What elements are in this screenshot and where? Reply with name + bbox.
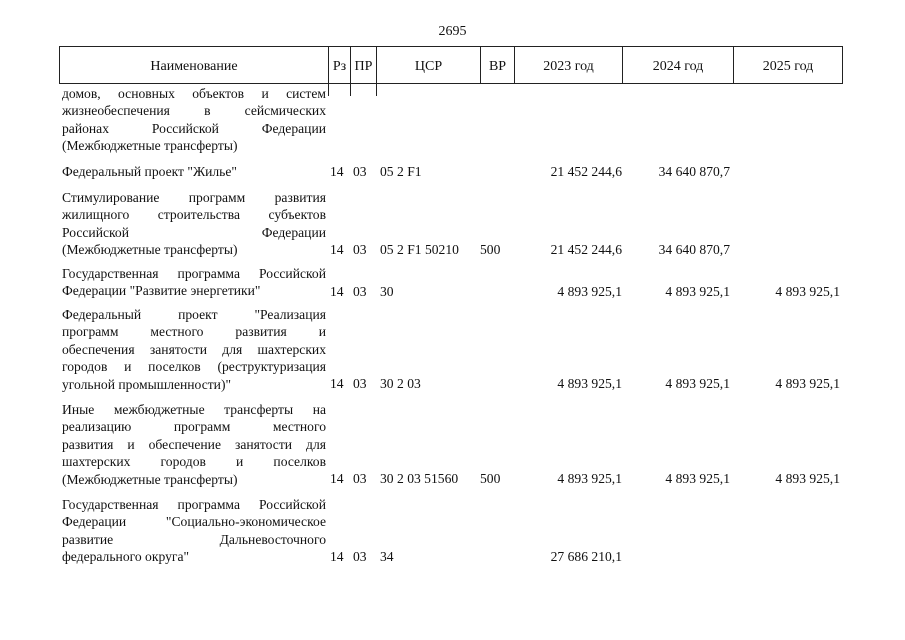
row-name: Федеральный проект "Жилье" xyxy=(62,164,237,179)
page-number: 2695 xyxy=(438,24,467,39)
row-name: Федеральный проект "Реализация программ местного развития и обеспечения занятости для шахтерских городов и поселков (реструктуризация угольной промышленности)" xyxy=(62,307,326,392)
cell-csr: 30 2 03 51560 xyxy=(380,471,459,486)
header-name: Наименование xyxy=(59,47,328,83)
cell-2023: 21 452 244,6 xyxy=(550,242,622,257)
table-header xyxy=(59,46,843,84)
cell-pr: 03 xyxy=(353,549,367,564)
cell-2024: 4 893 925,1 xyxy=(665,376,730,391)
cell-rz: 14 xyxy=(330,549,344,564)
cell-rz: 14 xyxy=(330,284,344,299)
column-divider xyxy=(328,84,329,96)
cell-csr: 05 2 F1 xyxy=(380,164,422,179)
row-name: Иные межбюджетные трансферты на реализацию программ местного развития и обеспечение занятости для шахтерских городов и поселков (Межбюджетные трансферты) xyxy=(62,402,326,487)
header-vr: ВР xyxy=(480,47,514,83)
cell-csr: 05 2 F1 50210 xyxy=(380,242,459,257)
cell-2025: 4 893 925,1 xyxy=(775,471,840,486)
cell-rz: 14 xyxy=(330,376,344,391)
cell-2024: 4 893 925,1 xyxy=(665,471,730,486)
row-name: Государственная программа Российской Федерации "Социально-экономическое развитие Дальневосточного федерального округа" xyxy=(62,497,326,565)
cell-pr: 03 xyxy=(353,376,367,391)
cell-2023: 27 686 210,1 xyxy=(550,549,622,564)
cell-2023: 21 452 244,6 xyxy=(550,164,622,179)
cell-pr: 03 xyxy=(353,164,367,179)
row-name: домов, основных объектов и систем жизнеобеспечения в сейсмических районах Российской Федерации (Межбюджетные трансферты) xyxy=(62,86,326,154)
cell-2024: 4 893 925,1 xyxy=(665,284,730,299)
row-name: Государственная программа Российской Федерации "Развитие энергетики" xyxy=(62,266,326,299)
cell-2023: 4 893 925,1 xyxy=(557,376,622,391)
cell-2024: 34 640 870,7 xyxy=(658,242,730,257)
column-divider xyxy=(350,84,351,96)
cell-vr: 500 xyxy=(480,242,501,257)
cell-2023: 4 893 925,1 xyxy=(557,284,622,299)
cell-2025: 4 893 925,1 xyxy=(775,284,840,299)
header-pr: ПР xyxy=(350,47,376,83)
cell-pr: 03 xyxy=(353,284,367,299)
header-rz: Рз xyxy=(328,47,350,83)
cell-pr: 03 xyxy=(353,471,367,486)
header-2025: 2025 год xyxy=(733,47,843,83)
cell-csr: 30 2 03 xyxy=(380,376,421,391)
cell-rz: 14 xyxy=(330,164,344,179)
column-divider xyxy=(376,84,377,96)
cell-vr: 500 xyxy=(480,471,501,486)
cell-2025: 4 893 925,1 xyxy=(775,376,840,391)
row-name: Стимулирование программ развития жилищного строительства субъектов Российской Федерации (Межбюджетные трансферты) xyxy=(62,190,326,258)
cell-rz: 14 xyxy=(330,471,344,486)
header-2024: 2024 год xyxy=(622,47,733,83)
cell-2023: 4 893 925,1 xyxy=(557,471,622,486)
cell-csr: 30 xyxy=(380,284,394,299)
cell-pr: 03 xyxy=(353,242,367,257)
header-csr: ЦСР xyxy=(376,47,480,83)
cell-rz: 14 xyxy=(330,242,344,257)
cell-2024: 34 640 870,7 xyxy=(658,164,730,179)
header-2023: 2023 год xyxy=(514,47,622,83)
cell-csr: 34 xyxy=(380,549,394,564)
